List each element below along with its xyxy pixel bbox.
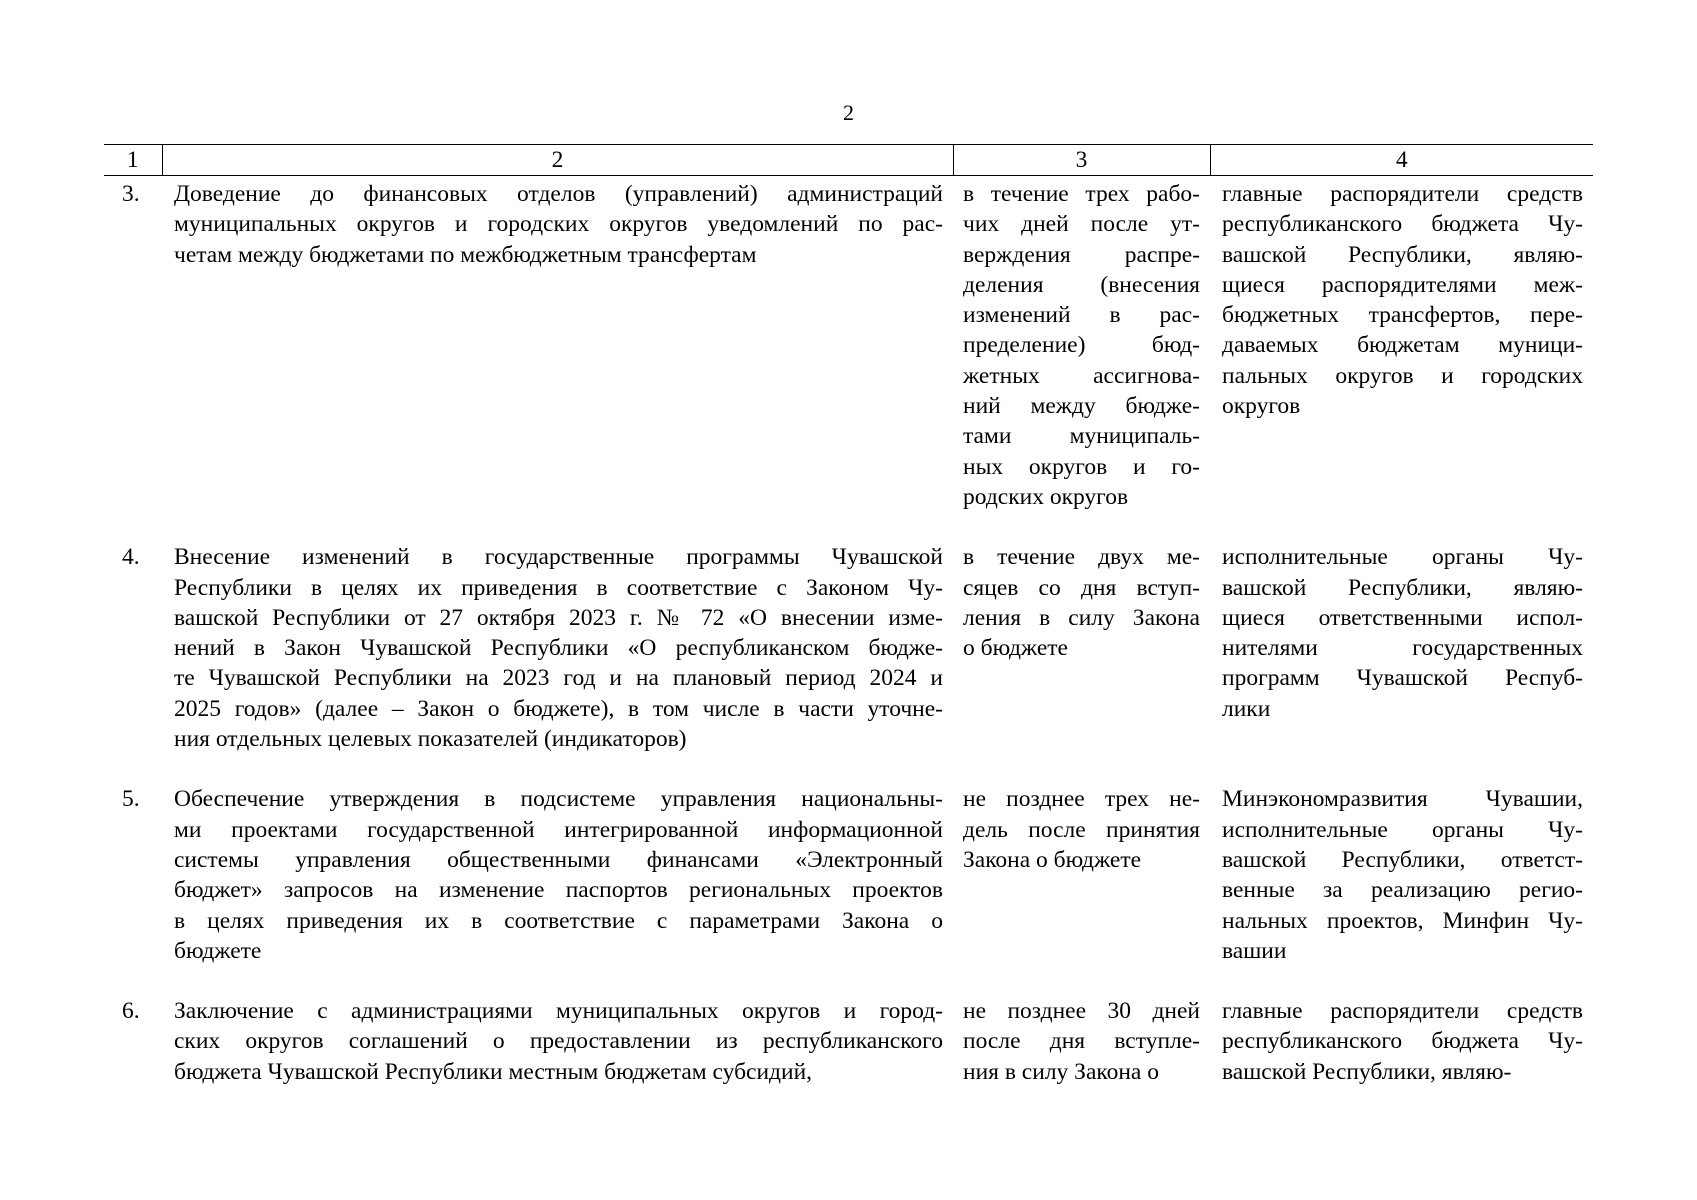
deadline-text (953, 542, 1210, 784)
responsible-text-line: лики (1222, 695, 1271, 722)
deadline-text-line: верждения распре- (963, 241, 1200, 268)
column-header-2: 2 (162, 145, 953, 176)
action-text-line: четам между бюджетами по межбюджетным трансфертам (174, 241, 757, 268)
responsible-text-line: вашской Республики, являю- (1222, 574, 1583, 601)
row-number: 3. (122, 181, 140, 207)
deadline-text-line: в течение трех рабо- (963, 181, 1200, 207)
table-row (104, 784, 1593, 996)
responsible-text-line: нальных проектов, Минфин Чу- (1222, 907, 1583, 934)
action-text (162, 542, 953, 784)
page-number: 2 (843, 100, 854, 125)
deadline-text (953, 176, 1210, 543)
deadline-text (953, 784, 1210, 996)
responsible-text-line: вашской Республики, являю- (1222, 1058, 1512, 1085)
responsible-text-line: вашской Республики, являю- (1222, 241, 1583, 268)
action-text-line: ских округов соглашений о предоставлении из республиканского (174, 1028, 943, 1055)
deadline-text-line: сяцев со дня вступ- (963, 574, 1200, 601)
action-text (162, 996, 953, 1087)
responsible-text-line: вашии (1222, 937, 1287, 964)
deadline-text-line: родских округов (963, 483, 1129, 510)
action-text-line: системы управления общественными финансами «Электронный (174, 846, 943, 873)
deadline-text-line: деления (внесения (963, 271, 1200, 298)
action-text-line: Обеспечение утверждения в подсистеме управления национальны- (174, 786, 943, 813)
deadline-text-line: тами муниципаль- (963, 423, 1200, 450)
deadline-text-line: после дня вступле- (963, 1028, 1200, 1055)
measures-table (104, 144, 1593, 1087)
deadline-text-line: о бюджете (963, 635, 1068, 662)
responsible-text-line: щиеся ответственными испол- (1222, 604, 1583, 631)
table-body (104, 176, 1593, 1088)
deadline-text-line: ных округов и го- (963, 453, 1200, 480)
column-header-1: 1 (104, 145, 162, 176)
action-text-line: вашской Республики от 27 октября 2023 г. № 72 «О внесении изме- (174, 604, 943, 631)
deadline-text (953, 996, 1210, 1087)
action-text (162, 784, 953, 996)
action-text-line: в целях приведения их в соответствие с параметрами Закона о (174, 907, 943, 934)
responsible-text (1210, 784, 1593, 996)
action-text-line: те Чувашской Республики на 2023 год и на плановый период 2024 и (174, 665, 943, 692)
responsible-text (1210, 542, 1593, 784)
responsible-text-line: главные распорядители средств (1222, 181, 1583, 207)
row-number: 4. (122, 544, 140, 571)
deadline-text-line: в течение двух ме- (963, 544, 1200, 571)
deadline-text-line: жетных ассигнова- (963, 362, 1200, 389)
table-row (104, 176, 1593, 543)
responsible-text-line: исполнительные органы Чу- (1222, 544, 1583, 571)
action-text-line: Заключение с администрациями муниципальных округов и город- (174, 998, 943, 1025)
deadline-text-line: изменений в рас- (963, 302, 1200, 329)
responsible-text-line: округов (1222, 393, 1301, 420)
responsible-text-line: республиканского бюджета Чу- (1222, 1028, 1583, 1055)
action-text-line: бюджет» запросов на изменение паспортов региональных проектов (174, 877, 943, 904)
deadline-text-line: ний между бюдже- (963, 393, 1200, 420)
table-row (104, 996, 1593, 1087)
action-text-line: 2025 годов» (далее – Закон о бюджете), в том числе в части уточне- (174, 695, 943, 722)
action-text-line: нений в Закон Чувашской Республики «О республиканском бюдже- (174, 635, 943, 662)
responsible-text-line: программ Чувашской Респуб- (1222, 665, 1583, 692)
deadline-text-line: не позднее 30 дней (963, 998, 1200, 1025)
deadline-text-line: чих дней после ут- (963, 211, 1200, 238)
deadline-text-line: пределение) бюд- (963, 332, 1200, 359)
action-text-line: Доведение до финансовых отделов (управлений) администраций (174, 181, 943, 207)
responsible-text-line: нителями государственных (1222, 635, 1583, 662)
action-text-line: Республики в целях их приведения в соответствие с Законом Чу- (174, 574, 943, 601)
column-header-4: 4 (1210, 145, 1593, 176)
responsible-text-line: пальных округов и городских (1222, 362, 1583, 389)
responsible-text-line: Минэкономразвития Чувашии, (1222, 786, 1583, 813)
action-text-line: муниципальных округов и городских округов уведомлений по рас- (174, 211, 943, 238)
row-number: 6. (122, 998, 140, 1025)
responsible-text-line: вашской Республики, ответст- (1222, 846, 1583, 873)
column-header-3: 3 (953, 145, 1210, 176)
deadline-text-line: Закона о бюджете (963, 846, 1142, 873)
deadline-text-line: ления в силу Закона (963, 604, 1200, 631)
responsible-text-line: главные распорядители средств (1222, 998, 1583, 1025)
deadline-text-line: не позднее трех не- (963, 786, 1200, 813)
deadline-text-line: дель после принятия (963, 816, 1200, 843)
responsible-text (1210, 996, 1593, 1087)
action-text-line: бюджете (174, 937, 262, 964)
deadline-text-line: ния в силу Закона о (963, 1058, 1159, 1085)
action-text-line: бюджета Чувашской Республики местным бюджетам субсидий, (174, 1058, 813, 1085)
action-text-line: ми проектами государственной интегрированной информационной (174, 816, 943, 843)
table-header (104, 145, 1593, 176)
row-number: 5. (122, 786, 140, 813)
action-text-line: Внесение изменений в государственные программы Чувашской (174, 544, 943, 571)
responsible-text-line: щиеся распорядителями меж- (1222, 271, 1583, 298)
responsible-text-line: бюджетных трансфертов, пере- (1222, 302, 1583, 329)
responsible-text-line: даваемых бюджетам муници- (1222, 332, 1583, 359)
action-text-line: ния отдельных целевых показателей (индикаторов) (174, 726, 687, 753)
responsible-text-line: венные за реализацию регио- (1222, 877, 1583, 904)
responsible-text-line: исполнительные органы Чу- (1222, 816, 1583, 843)
responsible-text (1210, 176, 1593, 543)
action-text (162, 176, 953, 543)
table-row (104, 542, 1593, 784)
responsible-text-line: республиканского бюджета Чу- (1222, 211, 1583, 238)
